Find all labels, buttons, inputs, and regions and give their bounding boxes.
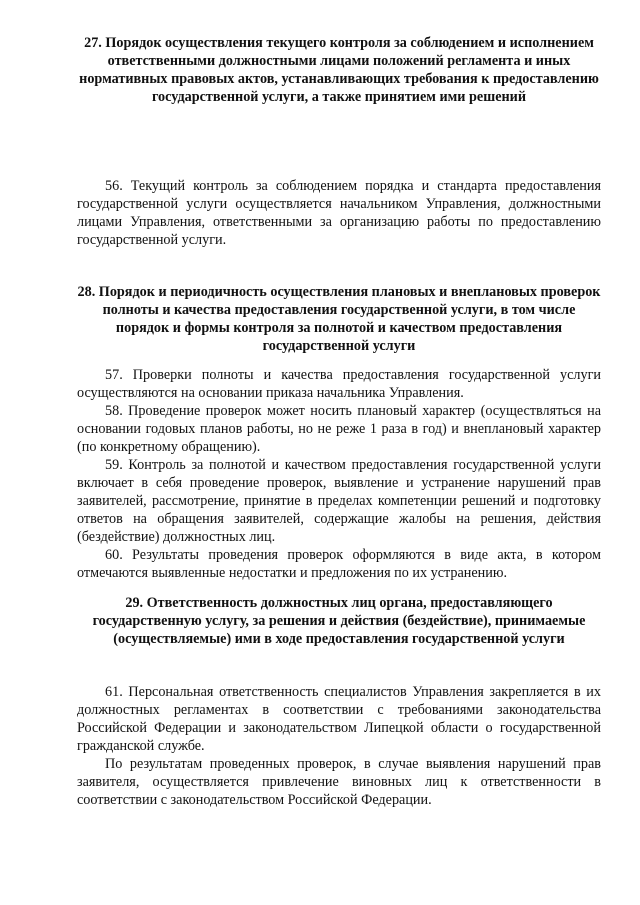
paragraph-60: 60. Результаты проведения проверок оформляются в виде акта, в котором отмечаются выявленные недостатки и предложения по их устранению. — [77, 547, 601, 581]
paragraph-61: 61. Персональная ответственность специалистов Управления закрепляется в их должностных регламентах в соответствии с требованиями законодательства Российской Федерации и законодательством Липецкой области о государственной гражданской службе. — [77, 684, 601, 754]
paragraph-58: 58. Проведение проверок может носить плановый характер (осуществляться на основании годовых планов работы, но не реже 1 раза в год) и внеплановый характер (по конкретному обращению). — [77, 403, 601, 455]
paragraph-results: По результатам проведенных проверок, в случае выявления нарушений прав заявителя, осуществляется привлечение виновных лиц к ответственности в соответствии с законодательством Российской Федерации. — [77, 756, 601, 808]
section-29-heading: 29. Ответственность должностных лиц органа, предоставляющего государственную услугу, за решения и действия (бездействие), принимаемые (осуществляемые) ими в ходе предоставления государственной услуги — [92, 595, 586, 647]
section-27-heading: 27. Порядок осуществления текущего контроля за соблюдением и исполнением ответственными должностными лицами положений регламента и иных нормативных правовых актов, устанавливающих требования к предоставлению государственной услуги, а также принятием ими решений — [79, 35, 599, 105]
paragraph-57: 57. Проверки полноты и качества предоставления государственной услуги осуществляются на основании приказа начальника Управления. — [77, 367, 601, 401]
paragraph-56: 56. Текущий контроль за соблюдением порядка и стандарта предоставления государственной услуги осуществляется начальником Управления, должностными лицами Управления, ответственными за организацию работы по предоставлению государственной услуги. — [77, 178, 601, 248]
section-28-heading: 28. Порядок и периодичность осуществления плановых и внеплановых проверок полноты и качества предоставления государственной услуги, в том числе порядок и формы контроля за полнотой и качеством предоставления государственной услуги — [77, 284, 601, 354]
paragraph-59: 59. Контроль за полнотой и качеством предоставления государственной услуги включает в себя проведение проверок, выявление и устранение нарушений прав заявителей, рассмотрение, принятие в пределах компетенции решений и подготовку ответов на обращения заявителей, содержащие жалобы на решения, действия (бездействие) должностных лиц. — [77, 457, 601, 545]
